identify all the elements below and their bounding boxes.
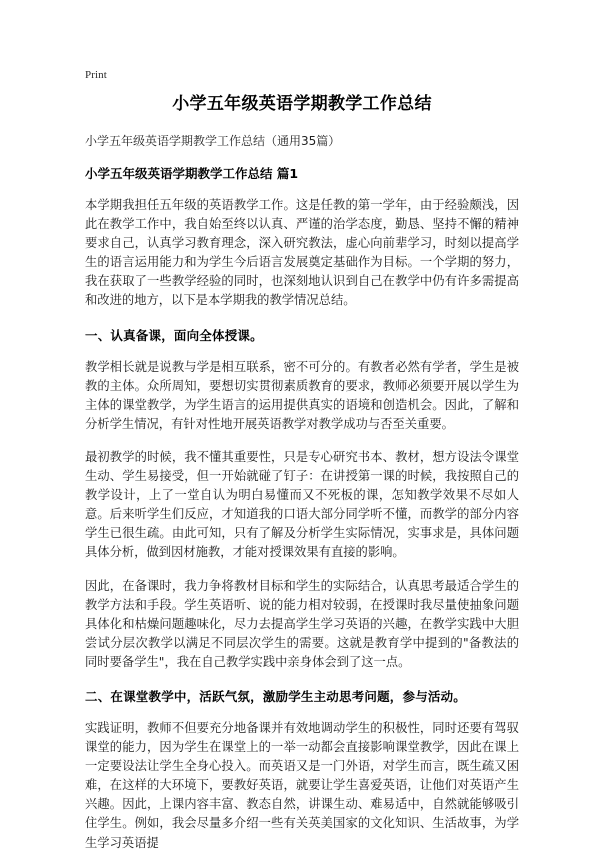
paragraph-2: 最初教学的时候，我不懂其重要性，只是专心研究书本、教材，想方设法令课堂生动、学生易接受，但一开始就碰了钉子：在讲授第一课的时候，我按照自己的教学设计，上了一堂自认为明白易懂而又不死板的课，怎知教学效果不尽如人意。后来听学生们反应，才知道我的口语大部分同学听不懂，而教学的部分内容学生已很生疏。由此可知，只有了解及分析学生实际情况，实事求是，具体问题具体分析，做到因材施教，才能对授课效果有直接的影响。 <box>85 449 519 560</box>
print-link[interactable]: Print <box>85 69 107 81</box>
paragraph-intro: 本学期我担任五年级的英语教学工作。这是任教的第一学年，由于经验颇浅，因此在教学工作中，我自始至终以认真、严谨的治学态度，勤恳、坚持不懈的精神要求自己，认真学习教育理念，深入研究教法，虚心向前辈学习，时刻以提高学生的语言运用能力和为学生今后语言发展奠定基础作为目标。一个学期的努力，我在获取了一些教学经验的同时，也深刻地认识到自己在教学中仍有许多需提高和改进的地方，以下是本学期我的教学情况总结。 <box>85 198 519 308</box>
section-heading-two: 二、在课堂教学中，活跃气氛，激励学生主动思考问题，参与活动。 <box>85 688 467 704</box>
article-section-title: 小学五年级英语学期教学工作总结 篇1 <box>85 166 299 181</box>
document-subtitle: 小学五年级英语学期教学工作总结（通用35篇） <box>85 134 341 148</box>
document-title: 小学五年级英语学期教学工作总结 <box>172 94 432 114</box>
section-heading-one: 一、认真备课，面向全体授课。 <box>85 327 263 343</box>
paragraph-3: 因此，在备课时，我力争将教材目标和学生的实际结合，认真思考最适合学生的教学方法和手段。学生英语听、说的能力相对较弱，在授课时我尽量使抽象问题具体化和枯燥问题趣味化，尽力去提高学生学习英语的兴趣，在教学实践中大胆尝试分层次教学以满足不同层次学生的需要。这就是教育学中提到的"备教法的同时要备学生"，我在自己教学实践中亲身体会到了这一点。 <box>85 578 519 669</box>
paragraph-1: 教学相长就是说教与学是相互联系，密不可分的。有教者必然有学者，学生是被教的主体。众所周知，要想切实贯彻素质教育的要求，教师必须要开展以学生为主体的课堂教学，为学生语言的运用提供真实的语境和创造机会。因此，了解和分析学生情况，有针对性地开展英语教学对教学成功与否至关重要。 <box>85 359 519 431</box>
document-body <box>85 92 519 853</box>
paragraph-4: 实践证明，教师不但要充分地备课并有效地调动学生的积极性，同时还要有驾驭课堂的能力，因为学生在课堂上的一举一动都会直接影响课堂教学，因此在课上一定要设法让学生全身心投入。而英语又是一门外语，对学生而言，既生疏又困难，在这样的大环境下，要教好英语，就要让学生喜爱英语，让他们对英语产生兴趣。因此，上课内容丰富、教态自然，讲课生动、难易适中，自然就能够吸引住学生。例如，我会尽量多介绍一些有关英美国家的文化知识、生活故事，为学生学习英语提 <box>85 720 519 850</box>
